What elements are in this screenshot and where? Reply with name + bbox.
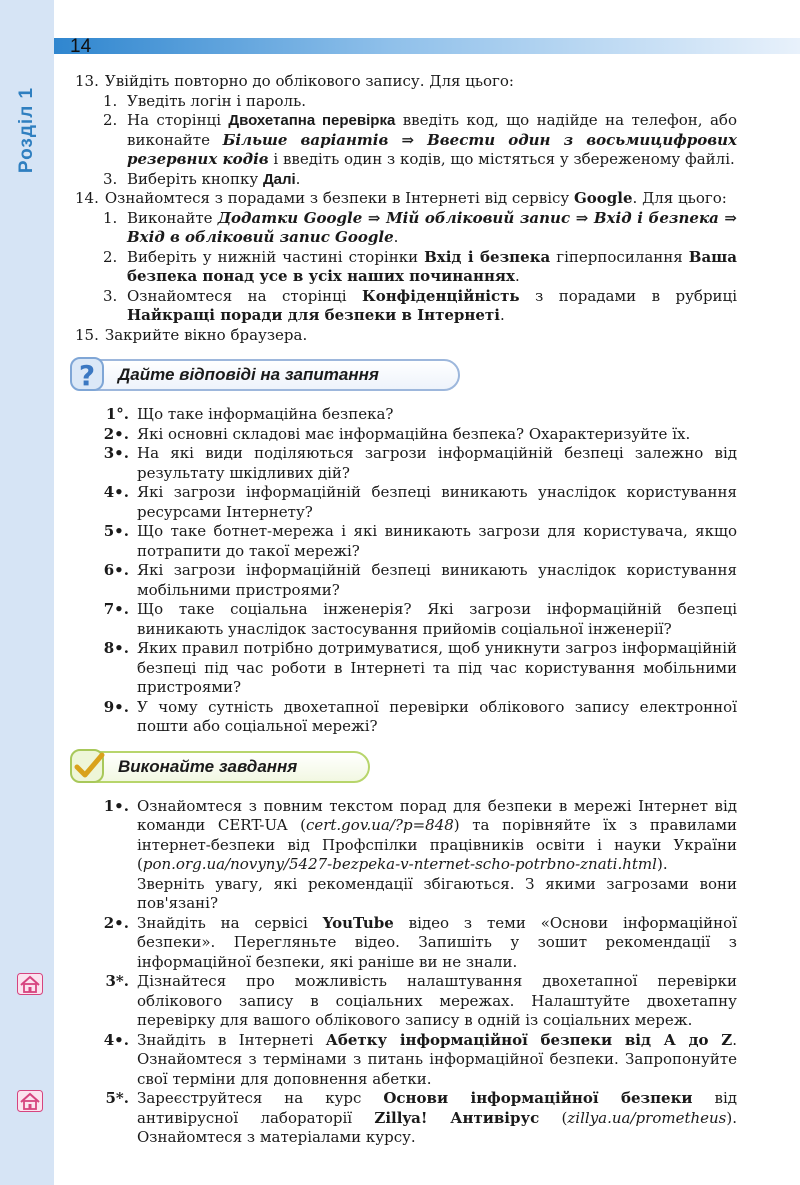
step-13-1: 1. Уведіть логін і пароль. (103, 91, 307, 110)
question-item: 8•. Яких правил потрібно дотримуватися, щоб уникнути загроз інформаційній безпеці під час роботи в Інтернеті та під час користування мобільними пристроями? (103, 639, 737, 696)
home-icon (17, 1090, 43, 1112)
step-13-2: 2. На сторінці Двохетапна перевірка введіть код, що надійде на телефон, або виконайте Більше варіантів ⇒ Ввести один з восьмицифрових резервних кодів і введіть один з кодів, що містяться у збереженому файлі. (103, 111, 737, 168)
question-item: 7•. Що таке соціальна інженерія? Які загрози інформаційній безпеці виникають унаслідок застосування прийомів соціальної інженерії? (103, 600, 737, 638)
step-13-3: 3. Виберіть кнопку Далі. (103, 169, 301, 188)
question-item: 5•. Що таке ботнет-мережа і які виникають загрози для користувача, якщо потрапити до такої мережі? (103, 522, 737, 560)
question-icon (68, 355, 108, 395)
task-item: 5*. Зареєструйтеся на курс Основи інформаційної безпеки від антивірусної лабораторії Zillya! Антивірус (zillya.ua/prometheus). Ознайомтеся з матеріалами курсу. (85, 1089, 737, 1148)
checkmark-icon (68, 747, 108, 787)
question-item: 2•. Які основні складові має інформаційна безпека? Охарактеризуйте їх. (103, 424, 691, 443)
sidebar-band (0, 0, 54, 1185)
svg-text:?: ? (78, 359, 96, 392)
header-bar (54, 38, 800, 54)
question-item: 6•. Які загрози інформаційній безпеці виникають унаслідок користування мобільними пристроями? (103, 561, 737, 599)
task-item: 3*. Дізнайтеся про можливість налаштування двохетапної перевірки облікового запису в соціальних мережах. Налаштуйте двохетапну перевірку для вашого облікового запису в одній із соціальних мереж. (85, 972, 737, 1031)
tasks-title: Виконайте завдання (82, 751, 370, 783)
page-content (75, 72, 737, 1148)
section-label: Розділ 1 (16, 86, 38, 174)
tasks-header (68, 747, 737, 787)
question-item: 4•. Які загрози інформаційній безпеці виникають унаслідок користування ресурсами Інтернету? (103, 483, 737, 521)
questions-title: Дайте відповіді на запитання (82, 359, 460, 391)
page-number: 14 (70, 36, 92, 57)
step-14-3: 3. Ознайомтеся на сторінці Конфіденційність з порадами в рубриці Найкращі поради для безпеки в Інтернеті. (103, 286, 738, 324)
step-14: 14. Ознайомтеся з порадами з безпеки в Інтернеті від сервісу Google. Для цього: (75, 189, 727, 207)
step-14-2: 2. Виберіть у нижній частині сторінки Вхід і безпека гіперпосилання Ваша безпека понад усе в усіх наших починаннях. (103, 247, 738, 285)
step-14-1: 1. Виконайте Додатки Google ⇒ Мій обліковий запис ⇒ Вхід і безпека ⇒ Вхід в обліковий запис Google. (103, 208, 737, 246)
task-item: 2•. Знайдіть на сервісі YouTube відео з теми «Основи інформаційної безпеки». Перегляньте відео. Запишіть у зошит рекомендації з інформаційної безпеки, які раніше ви не знали. (103, 913, 738, 971)
question-item: 3•. На які види поділяються загрози інформаційній безпеці залежно від результату шкідливих дій? (103, 444, 737, 482)
question-item: 1°. Що таке інформаційна безпека? (105, 405, 394, 423)
question-item: 9•. У чому сутність двохетапної перевірки облікового запису електронної пошти або соціальної мережі? (103, 697, 737, 735)
questions-header (68, 355, 737, 395)
home-icon (17, 973, 43, 995)
questions-list (85, 405, 737, 737)
step-15: 15. Закрийте вікно браузера. (75, 325, 308, 344)
tasks-list (85, 797, 737, 1148)
task-item: 1•. Ознайомтеся з повним текстом порад для безпеки в мережі Інтернет від команди CERT-UA (cert.gov.ua/?p=848) та порівняйте їх з правилами інтернет-безпеки від Профспілки працівників освіти і науки України (pon.org.ua/novyny/5427-bezpeka-v-nternet-scho-potrbno-znati.html). Зверніть увагу, які рекомендації збігаються. З якими загрозами вони пов'язані? (103, 796, 737, 912)
task-item: 4•. Знайдіть в Інтернеті Абетку інформаційної безпеки від А до Z. Ознайомтеся з термінами з питань інформаційної безпеки. Запропонуйте свої терміни для доповнення абетки. (103, 1030, 737, 1088)
step-13: 13. Увійдіть повторно до облікового запису. Для цього: (75, 72, 514, 90)
